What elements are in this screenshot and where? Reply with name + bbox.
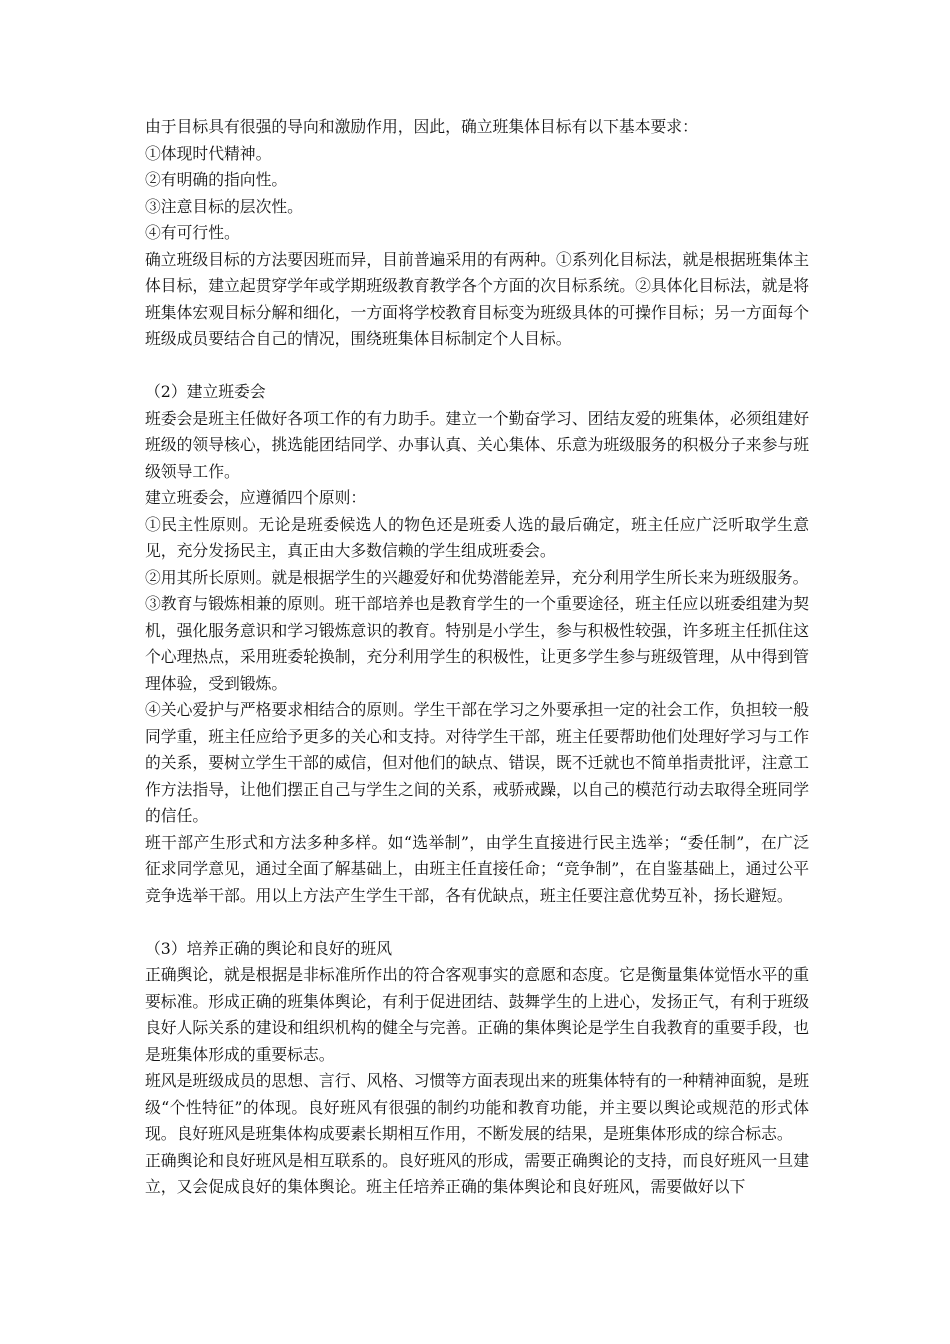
section-spacer	[145, 353, 809, 380]
goal-requirements-intro: 由于目标具有很强的导向和激励作用，因此，确立班集体目标有以下基本要求：	[145, 117, 698, 136]
goal-method-paragraph: 确立班级目标的方法要因班而异，目前普遍采用的有两种。①系列化目标法，就是根据班集体主体目标，建立起贯穿学年或学期班级教育教学各个方面的次目标系统。②具体化目标法，就是将班集体宏观目标分解和细化，一方面将学校教育目标变为班级具体的可操作目标；另一方面每个班级成员要结合自己的情况，围绕班集体目标制定个人目标。	[145, 249, 809, 348]
requirement-item: ③注意目标的层次性。	[145, 196, 303, 216]
document-page	[145, 114, 809, 1201]
cadre-selection-paragraph: 班干部产生形式和方法多种多样。如“选举制”，由学生直接进行民主选举；“委任制”，在广泛征求同学意见，通过全面了解基础上，由班主任直接任命；“竞争制”，在自鉴基础上，通过公平竞争选举干部。用以上方法产生学生干部，各有优缺点，班主任要注意优势互补，扬长避短。	[145, 832, 809, 905]
principle-item: ④关心爱护与严格要求相结合的原则。学生干部在学习之外要承担一定的社会工作，负担较一般同学重，班主任应给予更多的关心和支持。对待学生干部，班主任要帮助他们处理好学习与工作的关系，要树立学生干部的威信，但对他们的缺点、错误，既不迁就也不简单指责批评，注意工作方法指导，让他们摆正自己与学生之间的关系，戒骄戒躁，以自己的模范行动去取得全班同学的信任。	[145, 700, 809, 825]
principle-item: ①民主性原则。无论是班委候选人的物色还是班委人选的最后确定，班主任应广泛听取学生意见，充分发扬民主，真正由大多数信赖的学生组成班委会。	[145, 514, 809, 560]
principle-item: ②用其所长原则。就是根据学生的兴趣爱好和优势潜能差异，充分利用学生所长来为班级服务。	[145, 567, 809, 587]
requirement-item: ②有明确的指向性。	[145, 170, 288, 189]
section-heading-class-committee: （2）建立班委会	[145, 382, 266, 401]
principles-intro: 建立班委会，应遵循四个原则：	[145, 488, 367, 507]
public-opinion-paragraph: 正确舆论，就是根据是非标准所作出的符合客观事实的意愿和态度。它是衡量集体觉悟水平的重要标准。形成正确的班集体舆论，有利于促进团结、鼓舞学生的上进心，发扬正气，有利于班级良好人际关系的建设和组织机构的健全与完善。正确的集体舆论是学生自我教育的重要手段，也是班集体形成的重要标志。	[145, 965, 809, 1064]
principle-item: ③教育与锻炼相兼的原则。班干部培养也是教育学生的一个重要途径，班主任应以班委组建为契机，强化服务意识和学习锻炼意识的教育。特别是小学生，参与积极性较强，许多班主任抓住这个心理热点，采用班委轮换制，充分利用学生的积极性，让更多学生参与班级管理，从中得到管理体验，受到锻炼。	[145, 594, 809, 693]
requirement-item: ①体现时代精神。	[145, 143, 272, 163]
opinion-style-relation-paragraph: 正确舆论和良好班风是相互联系的。良好班风的形成，需要正确舆论的支持，而良好班风一旦建立，又会促成良好的集体舆论。班主任培养正确的集体舆论和良好班风，需要做好以下	[145, 1150, 809, 1196]
section-spacer	[145, 909, 809, 936]
class-committee-paragraph: 班委会是班主任做好各项工作的有力助手。建立一个勤奋学习、团结友爱的班集体，必须组建好班级的领导核心，挑选能团结同学、办事认真、关心集体、乐意为班级服务的积极分子来参与班级领导工作。	[145, 408, 809, 481]
requirement-item: ④有可行性。	[145, 223, 240, 242]
class-style-paragraph: 班风是班级成员的思想、言行、风格、习惯等方面表现出来的班集体特有的一种精神面貌，是班级“个性特征”的体现。良好班风有很强的制约功能和教育功能，并主要以舆论或规范的形式体现。良好班风是班集体构成要素长期相互作用，不断发展的结果，是班集体形成的综合标志。	[145, 1071, 809, 1143]
section-heading-public-opinion: （3）培养正确的舆论和良好的班风	[145, 938, 393, 958]
